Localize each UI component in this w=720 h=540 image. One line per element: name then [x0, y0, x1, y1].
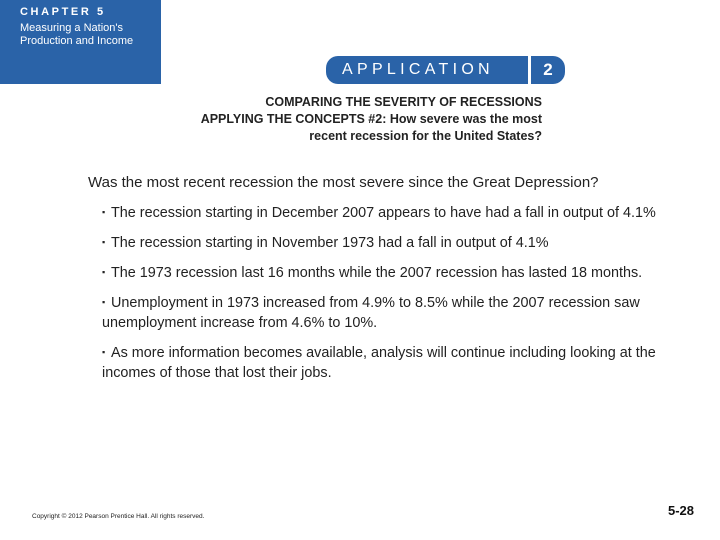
- bullet-text: The recession starting in November 1973 had a fall in output of 4.1%: [111, 235, 549, 251]
- chapter-subtitle-line-1: Measuring a Nation's: [20, 22, 123, 34]
- application-banner: APPLICATION: [326, 56, 528, 84]
- bullet-text: As more information becomes available, analysis will continue including looking at the incomes of those that lost their jobs.: [102, 345, 656, 381]
- main-question: Was the most recent recession the most severe since the Great Depression?: [88, 174, 599, 191]
- page-number: 5-28: [667, 503, 694, 518]
- heading-line-1: COMPARING THE SEVERITY OF RECESSIONS: [265, 95, 542, 109]
- copyright-notice: Copyright © 2012 Pearson Prentice Hall. All rights reserved.: [32, 513, 205, 520]
- chapter-title: CHAPTER 5: [20, 6, 106, 18]
- list-item: [98, 232, 683, 253]
- bullet-list: [98, 202, 683, 392]
- bullet-square-icon: ▪: [102, 267, 106, 277]
- bullet-square-icon: ▪: [102, 297, 106, 307]
- chapter-subtitle-line-2: Production and Income: [20, 35, 134, 47]
- bullet-square-icon: ▪: [102, 237, 106, 247]
- list-item: [98, 202, 683, 223]
- list-item: [98, 262, 683, 283]
- chapter-subtitle: [20, 22, 161, 48]
- slide-heading: [122, 94, 542, 145]
- application-number: 2: [531, 56, 565, 84]
- bullet-text: The 1973 recession last 16 months while the 2007 recession has lasted 18 months.: [111, 265, 643, 281]
- bullet-text: The recession starting in December 2007 appears to have had a fall in output of 4.1%: [111, 205, 656, 221]
- bullet-text: Unemployment in 1973 increased from 4.9% to 8.5% while the 2007 recession saw unemployment increase from 4.6% to 10%.: [102, 295, 640, 331]
- chapter-header: [0, 0, 161, 84]
- bullet-square-icon: ▪: [102, 347, 106, 357]
- list-item: [98, 342, 683, 383]
- heading-line-3: recent recession for the United States?: [309, 129, 542, 143]
- bullet-square-icon: ▪: [102, 207, 106, 217]
- heading-line-2: APPLYING THE CONCEPTS #2: How severe was the most: [200, 112, 542, 126]
- list-item: [98, 292, 683, 333]
